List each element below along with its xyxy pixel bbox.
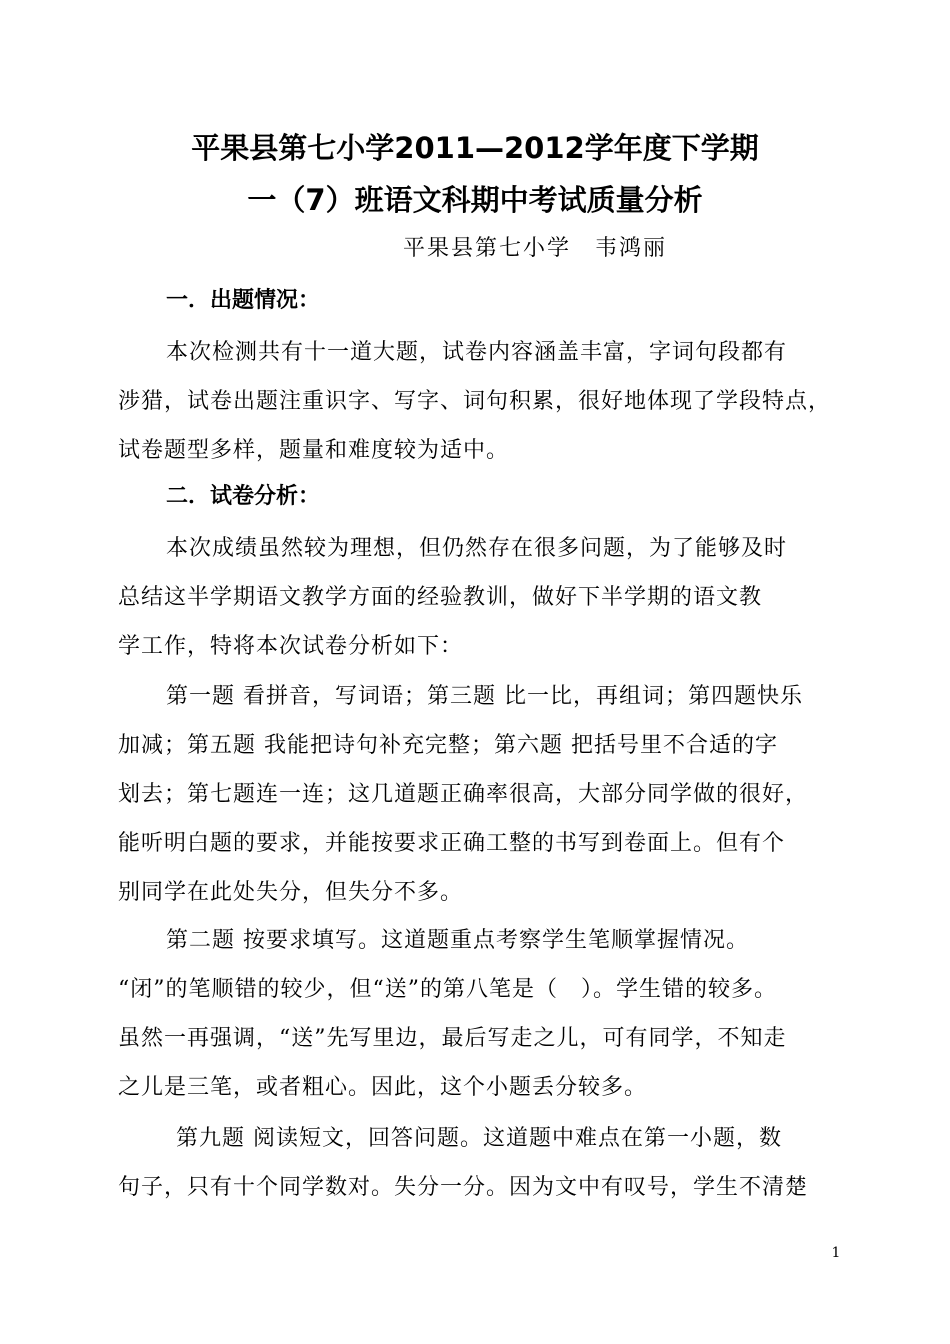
paragraph-line: 学工作，特将本次试卷分析如下： xyxy=(118,634,464,659)
paragraph-line: 别同学在此处失分，但失分不多。 xyxy=(118,880,464,905)
paragraph-line: 涉猎，试卷出题注重识字、写字、词句积累，很好地体现了学段特点， xyxy=(118,389,832,414)
document-author: 平果县第七小学 韦鸿丽 xyxy=(402,236,667,261)
paragraph-line: 句子，只有十个同学数对。失分一分。因为文中有叹号，学生不清楚 xyxy=(118,1175,809,1200)
paragraph-line: 第二题 按要求填写。这道题重点考察学生笔顺掌握情况。 xyxy=(166,928,749,953)
paragraph-analysis-intro xyxy=(118,524,838,671)
paragraph-question-two xyxy=(118,916,838,1112)
paragraph-line: 能听明白题的要求，并能按要求正确工整的书写到卷面上。但有个 xyxy=(118,831,786,856)
paragraph-line: 第九题 阅读短文，回答问题。这道题中难点在第一小题，数 xyxy=(176,1126,782,1151)
page-number: 1 xyxy=(831,1245,841,1261)
paragraph-line: 本次成绩虽然较为理想，但仍然存在很多问题，为了能够及时 xyxy=(166,536,788,561)
paragraph-questions-one-to-seven xyxy=(118,672,838,917)
document-title-line-1: 平果县第七小学2011—2012学年度下学期 xyxy=(191,131,759,165)
paragraph-line: 划去；第七题连一连；这几道题正确率很高，大部分同学做的很好， xyxy=(118,782,809,807)
paragraph-line: 之儿是三笔，或者粗心。因此，这个小题丢分较多。 xyxy=(118,1075,648,1100)
paragraph-line: 总结这半学期语文教学方面的经验教训，做好下半学期的语文教 xyxy=(118,585,763,610)
paragraph-line: 第一题 看拼音，写词语；第三题 比一比，再组词；第四题快乐 xyxy=(166,684,803,709)
document-title-line-2: 一（7）班语文科期中考试质量分析 xyxy=(247,183,703,217)
paragraph-line: 加减；第五题 我能把诗句补充完整；第六题 把括号里不合适的字 xyxy=(118,733,778,758)
paragraph-line: “闭”的笔顺错的较少，但“送”的第八笔是（ ）。学生错的较多。 xyxy=(118,977,777,1002)
paragraph-question-setting xyxy=(118,328,838,475)
paragraph-line: 本次检测共有十一道大题，试卷内容涵盖丰富，字词句段都有 xyxy=(166,340,788,365)
paragraph-question-nine xyxy=(118,1114,838,1212)
paragraph-line: 试卷题型多样，题量和难度较为适中。 xyxy=(118,438,510,463)
section-heading-paper-analysis: 二．试卷分析： xyxy=(166,484,321,509)
section-heading-question-setting: 一．出题情况： xyxy=(166,288,321,313)
paragraph-line: 虽然一再强调，“送”先写里边，最后写走之儿，可有同学，不知走 xyxy=(118,1026,787,1051)
